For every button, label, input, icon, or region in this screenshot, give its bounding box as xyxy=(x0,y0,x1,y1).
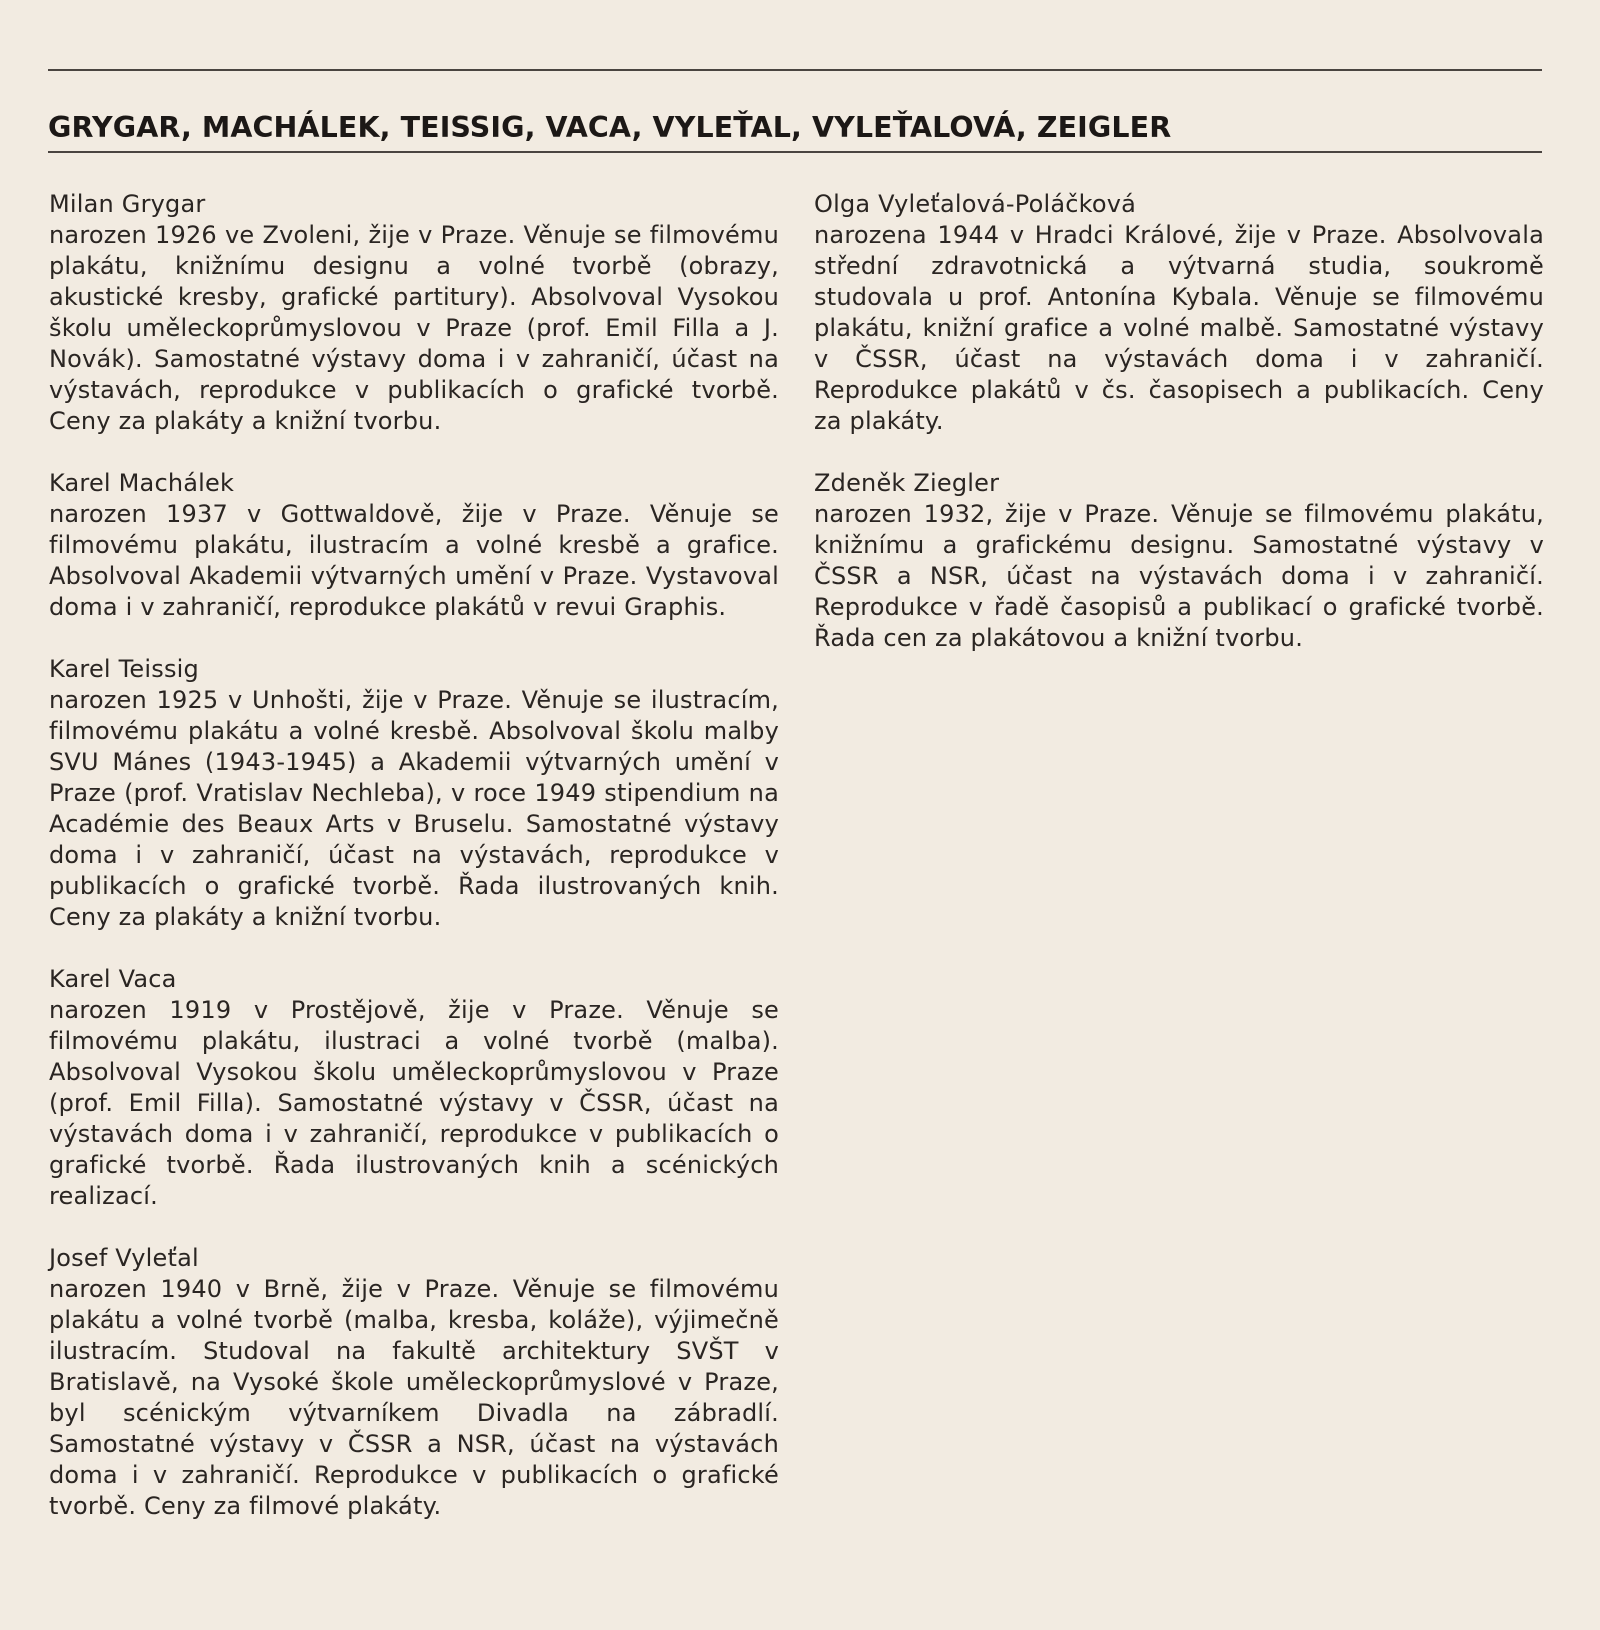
artist-name: Josef Vyleťal xyxy=(49,1244,199,1272)
artist-entry-ziegler xyxy=(814,468,1544,654)
artist-entry-vyletalova xyxy=(814,189,1544,437)
artist-name: Karel Vaca xyxy=(49,965,177,993)
artist-name: Olga Vyleťalová-Poláčková xyxy=(814,190,1137,218)
artist-entry-machalek xyxy=(49,468,779,623)
left-column xyxy=(49,189,779,1553)
artist-entry-vaca xyxy=(49,964,779,1212)
artist-entry-grygar xyxy=(49,189,779,437)
artist-name: Karel Machálek xyxy=(49,469,235,497)
heading-rule xyxy=(48,151,1542,153)
right-column xyxy=(814,189,1544,685)
page-heading: GRYGAR, MACHÁLEK, TEISSIG, VACA, VYLEŤAL, VYLEŤALOVÁ, ZEIGLER xyxy=(48,111,1172,145)
artist-bio: narozen 1919 v Prostějově, žije v Praze. Věnuje se filmovému plakátu, ilustraci a volné tvorbě (malba). Absolvoval Vysokou školu uměleckoprůmyslovou v Praze (prof. Emil Filla). Samostatné výstavy v ČSSR, účast na výstavách doma i v zahraničí, reprodukce v publikacích o grafické tvorbě. Řada ilustrovaných knih a scénických realizací. xyxy=(49,996,779,1210)
top-rule xyxy=(48,69,1542,71)
artist-entry-vyletal xyxy=(49,1243,779,1522)
artist-bio: narozen 1937 v Gottwaldově, žije v Praze. Věnuje se filmovému plakátu, ilustracím a volné kresbě a grafice. Absolvoval Akademii výtvarných umění v Praze. Vystavoval doma i v zahraničí, reprodukce plakátů v revui Graphis. xyxy=(49,500,779,621)
artist-name: Milan Grygar xyxy=(49,190,206,218)
artist-name: Zdeněk Ziegler xyxy=(814,469,1000,497)
artist-entry-teissig xyxy=(49,654,779,933)
artist-bio: narozena 1944 v Hradci Králové, žije v Praze. Absolvovala střední zdravotnická a výtvarná studia, soukromě studovala u prof. Antonína Kybala. Věnuje se filmovému plakátu, knižní grafice a volné malbě. Samostatné výstavy v ČSSR, účast na výstavách doma i v zahraničí. Reprodukce plakátů v čs. časopisech a publikacích. Ceny za plakáty. xyxy=(814,221,1544,435)
artist-name: Karel Teissig xyxy=(49,655,199,683)
artist-bio: narozen 1925 v Unhošti, žije v Praze. Věnuje se ilustracím, filmovému plakátu a volné kresbě. Absolvoval školu malby SVU Mánes (1943-1945) a Akademii výtvarných umění v Praze (prof. Vratislav Nechleba), v roce 1949 stipendium na Académie des Beaux Arts v Bruselu. Samostatné výstavy doma i v zahraničí, účast na výstavách, reprodukce v publikacích o grafické tvorbě. Řada ilustrovaných knih. Ceny za plakáty a knižní tvorbu. xyxy=(49,686,779,931)
artist-bio: narozen 1940 v Brně, žije v Praze. Věnuje se filmovému plakátu a volné tvorbě (malba, kresba, koláže), výjimečně ilustracím. Studoval na fakultě architektury SVŠT v Bratislavě, na Vysoké škole uměleckoprůmyslové v Praze, byl scénickým výtvarníkem Divadla na zábradlí. Samostatné výstavy v ČSSR a NSR, účast na výstavách doma i v zahraničí. Reprodukce v publikacích o grafické tvorbě. Ceny za filmové plakáty. xyxy=(49,1275,779,1520)
artist-bio: narozen 1926 ve Zvoleni, žije v Praze. Věnuje se filmovému plakátu, knižnímu designu a volné tvorbě (obrazy, akustické kresby, grafické partitury). Absolvoval Vysokou školu uměleckoprůmyslovou v Praze (prof. Emil Filla a J. Novák). Samostatné výstavy doma i v zahraničí, účast na výstavách, reprodukce v publikacích o grafické tvorbě. Ceny za plakáty a knižní tvorbu. xyxy=(49,221,779,435)
artist-bio: narozen 1932, žije v Praze. Věnuje se filmovému plakátu, knižnímu a grafickému designu. Samostatné výstavy v ČSSR a NSR, účast na výstavách doma i v zahraničí. Reprodukce v řadě časopisů a publikací o grafické tvorbě. Řada cen za plakátovou a knižní tvorbu. xyxy=(814,500,1544,652)
